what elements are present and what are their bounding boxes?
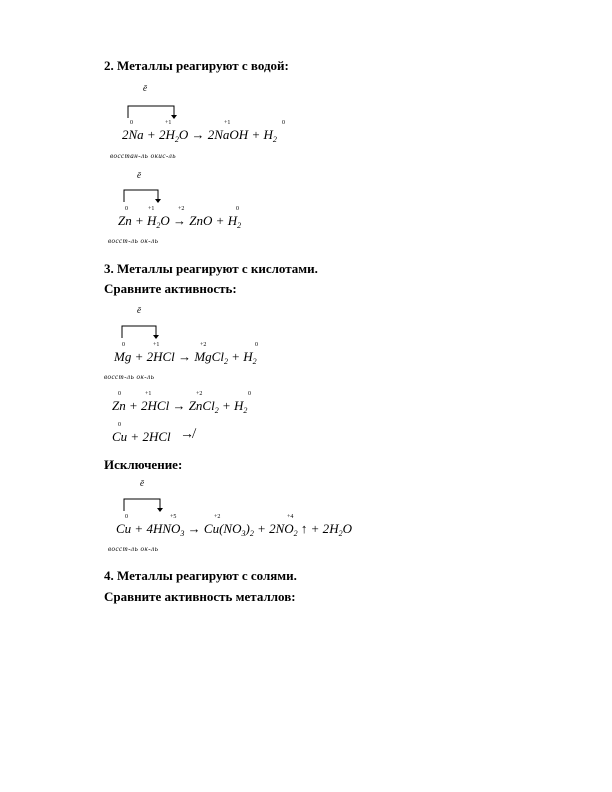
electron-transfer-arrow — [124, 104, 184, 120]
heading-compare-metals: Сравните активность металлов: — [104, 589, 296, 604]
heading-acids: 3. Металлы реагируют с кислотами. — [104, 261, 318, 276]
heading-water: 2. Металлы реагируют с водой: — [104, 58, 289, 73]
oxidation-state: +1 — [145, 391, 152, 397]
oxidation-state: 0 — [125, 514, 128, 520]
oxidation-state: +1 — [165, 120, 172, 126]
oxidation-state: 0 — [236, 206, 239, 212]
electron-transfer-arrow — [120, 497, 170, 513]
equation-line: Zn + 2HCl → ZnCl$_2$ + $H_2$ — [112, 398, 248, 415]
equation-line: $Cu + 4HNO_3 \to Cu(NO_3)_2 + 2NO_2$ ↑ + $2H_2O$ — [116, 521, 352, 538]
oxidation-state: +2 — [196, 391, 203, 397]
heading-exception: Исключение: — [104, 457, 183, 472]
electron-label: ē — [137, 305, 141, 315]
reductant-oxidant-note: восст-ль ок-ль — [104, 373, 155, 381]
heading-salts: 4. Металлы реагируют с солями. — [104, 568, 297, 583]
electron-transfer-arrow — [120, 188, 170, 204]
equation-line: Mg + 2HCl → MgCl$_2$ + $H_2$ — [114, 349, 257, 366]
electron-transfer-arrow — [118, 324, 168, 340]
reductant-oxidant-note: восст-ль ок-ль — [108, 545, 159, 553]
equation-line: Cu + 2HCl — [112, 429, 171, 444]
oxidation-state: +2 — [178, 206, 185, 212]
oxidation-state: +5 — [170, 514, 177, 520]
oxidation-state: 0 — [118, 391, 121, 397]
oxidation-state: 0 — [122, 342, 125, 348]
oxidation-state: +2 — [214, 514, 221, 520]
oxidation-state: +4 — [287, 514, 294, 520]
electron-label: ē — [143, 83, 147, 93]
oxidation-state: 0 — [248, 391, 251, 397]
no-reaction-arrow-icon: ↛ — [180, 427, 194, 442]
oxidation-state: +1 — [224, 120, 231, 126]
equation-line: $Zn + H_2O$ → ZnO + $H_2$ — [118, 213, 242, 230]
oxidation-state: +1 — [148, 206, 155, 212]
reductant-oxidant-note: восст-ль ок-ль — [108, 237, 159, 245]
oxidation-state: 0 — [125, 206, 128, 212]
reductant-oxidant-note: восстан-ль окис-ль — [110, 152, 177, 160]
oxidation-state: 0 — [255, 342, 258, 348]
oxidation-state: +2 — [200, 342, 207, 348]
oxidation-state: 0 — [130, 120, 133, 126]
electron-label: ē — [137, 170, 141, 180]
oxidation-state: 0 — [282, 120, 285, 126]
oxidation-state: 0 — [118, 422, 121, 428]
equation-line: $2Na + 2H_2O$ → 2NaOH + $H_2$ — [122, 127, 277, 144]
heading-compare-activity: Сравните активность: — [104, 281, 237, 296]
oxidation-state: +1 — [153, 342, 160, 348]
electron-label: ē — [140, 478, 144, 488]
